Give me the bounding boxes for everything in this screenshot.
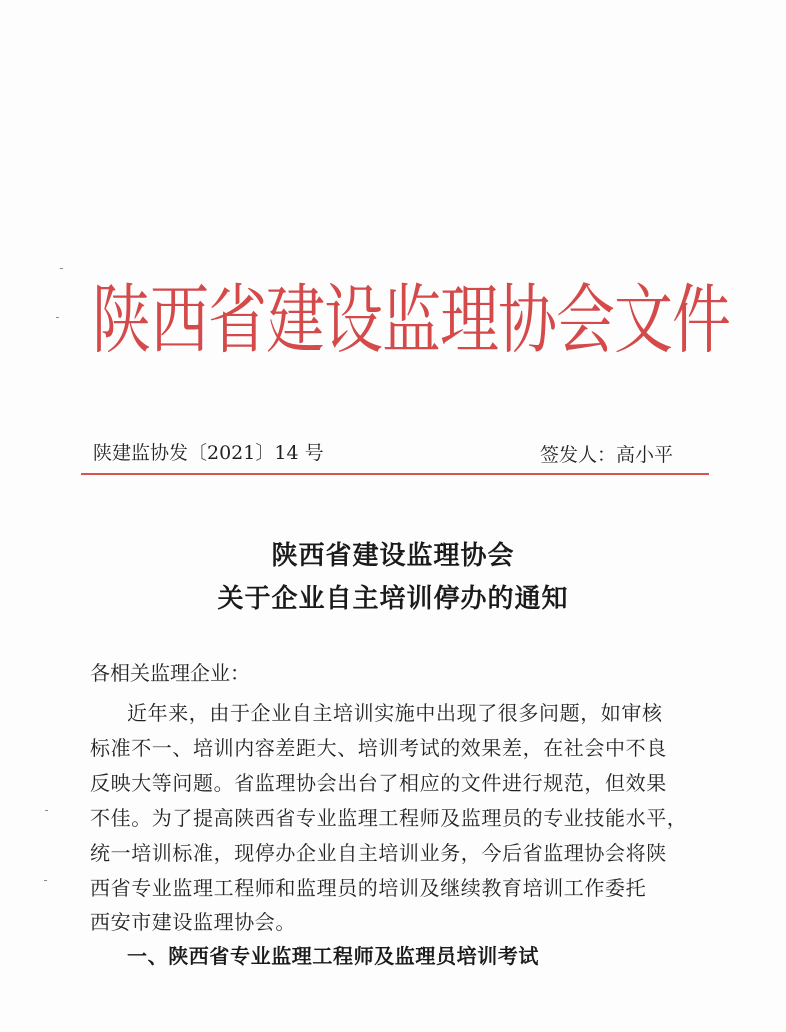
notice-title-line-2: 关于企业自主培训停办的通知 bbox=[217, 584, 569, 614]
body-line-3: 反映大等问题。省监理协会出台了相应的文件进行规范，但效果 bbox=[90, 771, 667, 795]
body-line-1: 近年来，由于企业自主培训实施中出现了很多问题，如审核 bbox=[127, 701, 663, 725]
issuer-signature: 签发人：高小平 bbox=[540, 444, 674, 466]
scan-speck bbox=[60, 268, 63, 269]
notice-title-line-1: 陕西省建设监理协会 bbox=[271, 541, 515, 571]
body-line-2: 标准不一、培训内容差距大、培训考试的效果差，在社会中不良 bbox=[90, 736, 667, 760]
scan-speck bbox=[45, 810, 48, 811]
document-number: 陕建监协发〔2021〕14 号 bbox=[93, 442, 324, 464]
scan-speck bbox=[56, 317, 59, 318]
section-heading-1: 一、陕西省专业监理工程师及监理员培训考试 bbox=[127, 944, 539, 968]
body-line-5: 统一培训标准，现停办企业自主培训业务，今后省监理协会将陕 bbox=[90, 841, 667, 865]
body-line-7: 西安市建设监理协会。 bbox=[90, 910, 296, 934]
salutation: 各相关监理企业： bbox=[90, 661, 250, 685]
masthead-title: 陕西省建设监理协会文件 bbox=[92, 275, 731, 364]
body-line-6: 西省专业监理工程师和监理员的培训及继续教育培训工作委托 bbox=[90, 876, 647, 900]
scan-speck bbox=[44, 880, 47, 881]
body-line-4: 不佳。为了提高陕西省专业监理工程师及监理员的专业技能水平， bbox=[90, 806, 688, 830]
red-divider-rule bbox=[81, 473, 709, 475]
